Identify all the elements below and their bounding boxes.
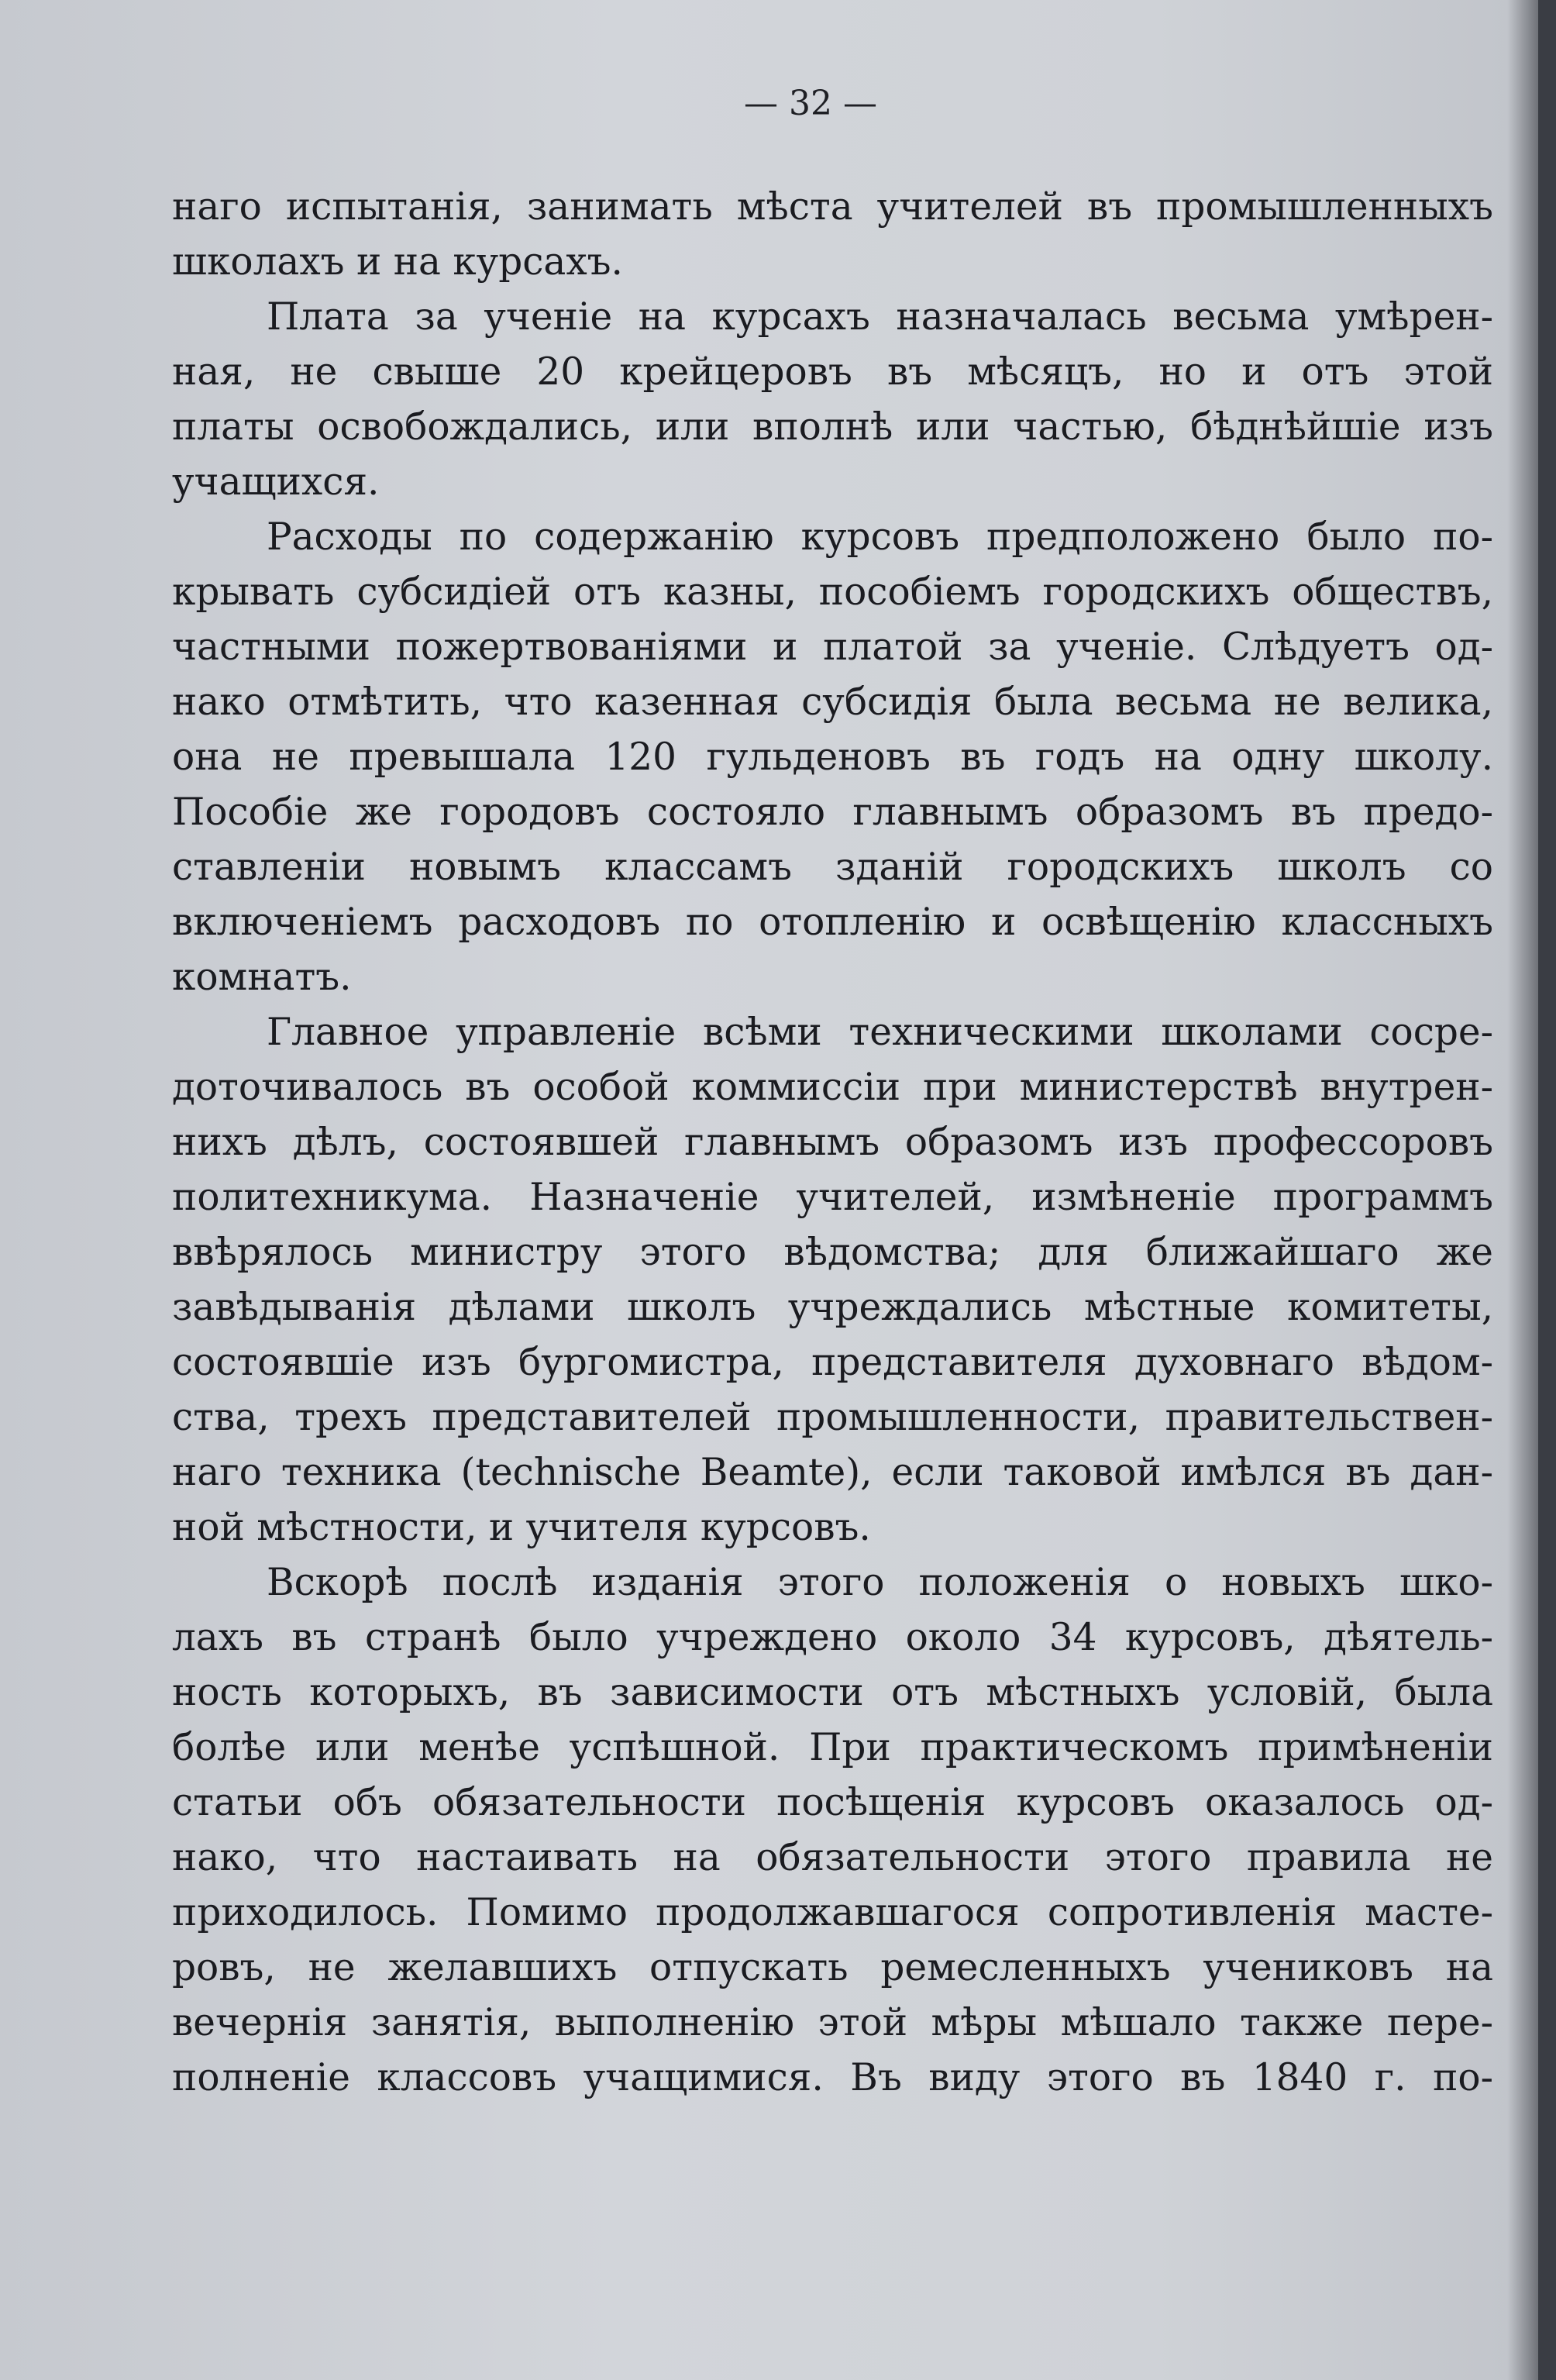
text-line: ная, не свыше 20 крейцеровъ въ мѣсяцъ, но и отъ этой	[172, 350, 1493, 394]
text-line: завѣдыванія дѣлами школъ учреждались мѣстные комитеты,	[172, 1286, 1493, 1329]
text-line: включеніемъ расходовъ по отопленію и освѣщенію классныхъ	[172, 901, 1493, 944]
text-line: политехникума. Назначеніе учителей, измѣненіе программъ	[172, 1176, 1493, 1219]
text-line: вечернія занятія, выполненію этой мѣры мѣшало также пере-	[172, 2001, 1493, 2044]
text-line: комнатъ.	[172, 956, 352, 999]
text-line: наго техника (technische Beamte), если таковой имѣлся въ дан-	[172, 1451, 1493, 1494]
text-line: ность которыхъ, въ зависимости отъ мѣстныхъ условій, была	[172, 1671, 1493, 1714]
text-line: полненіе классовъ учащимися. Въ виду этого въ 1840 г. по-	[172, 2056, 1493, 2099]
text-line: Пособіе же городовъ состояло главнымъ образомъ въ предо-	[172, 790, 1493, 834]
text-line: статьи объ обязательности посѣщенія курсовъ оказалось од-	[172, 1781, 1493, 1824]
text-line: ной мѣстности, и учителя курсовъ.	[172, 1506, 871, 1549]
text-line: болѣе или менѣе успѣшной. При практическомъ примѣненіи	[172, 1726, 1493, 1769]
text-line: нихъ дѣлъ, состоявшей главнымъ образомъ изъ профессоровъ	[172, 1121, 1493, 1164]
text-line: наго испытанія, занимать мѣста учителей въ промышленныхъ	[172, 185, 1493, 229]
text-line: школахъ и на курсахъ.	[172, 240, 623, 284]
text-line: крывать субсидіей отъ казны, пособіемъ городскихъ обществъ,	[172, 570, 1493, 614]
text-line: Плата за ученіе на курсахъ назначалась весьма умѣрен-	[267, 295, 1493, 339]
text-line: ства, трехъ представителей промышленности, правительствен-	[172, 1396, 1493, 1439]
text-line: ровъ, не желавшихъ отпускать ремесленныхъ учениковъ на	[172, 1946, 1493, 1989]
text-line: ставленіи новымъ классамъ зданій городскихъ школъ со	[172, 846, 1493, 889]
text-line: доточивалось въ особой коммиссіи при министерствѣ внутрен-	[172, 1066, 1493, 1109]
text-line: ввѣрялось министру этого вѣдомства; для ближайшаго же	[172, 1231, 1493, 1274]
text-line: приходилось. Помимо продолжавшагося сопротивленія масте-	[172, 1891, 1493, 1934]
text-line: Расходы по содержанію курсовъ предположено было по-	[267, 515, 1493, 559]
text-line: нако, что настаивать на обязательности этого правила не	[172, 1836, 1493, 1879]
text-line: Главное управленіе всѣми техническими школами сосре-	[267, 1011, 1493, 1054]
text-line: платы освобождались, или вполнѣ или частью, бѣднѣйшіе изъ	[172, 405, 1493, 449]
text-line: состоявшіе изъ бургомистра, представителя духовнаго вѣдом-	[172, 1341, 1493, 1384]
body-text	[172, 180, 1493, 2106]
page-number: — 32 —	[744, 84, 877, 123]
text-line: она не превышала 120 гульденовъ въ годъ на одну школу.	[172, 735, 1493, 779]
text-line: Вскорѣ послѣ изданія этого положенія о новыхъ шко-	[267, 1561, 1493, 1604]
text-line: нако отмѣтить, что казенная субсидія была весьма не велика,	[172, 680, 1493, 724]
text-line: учащихся.	[172, 460, 380, 504]
text-line: лахъ въ странѣ было учреждено около 34 курсовъ, дѣятель-	[172, 1616, 1493, 1659]
page-edge-shadow	[1507, 0, 1538, 2380]
text-line: частными пожертвованіями и платой за ученіе. Слѣдуетъ од-	[172, 625, 1493, 669]
